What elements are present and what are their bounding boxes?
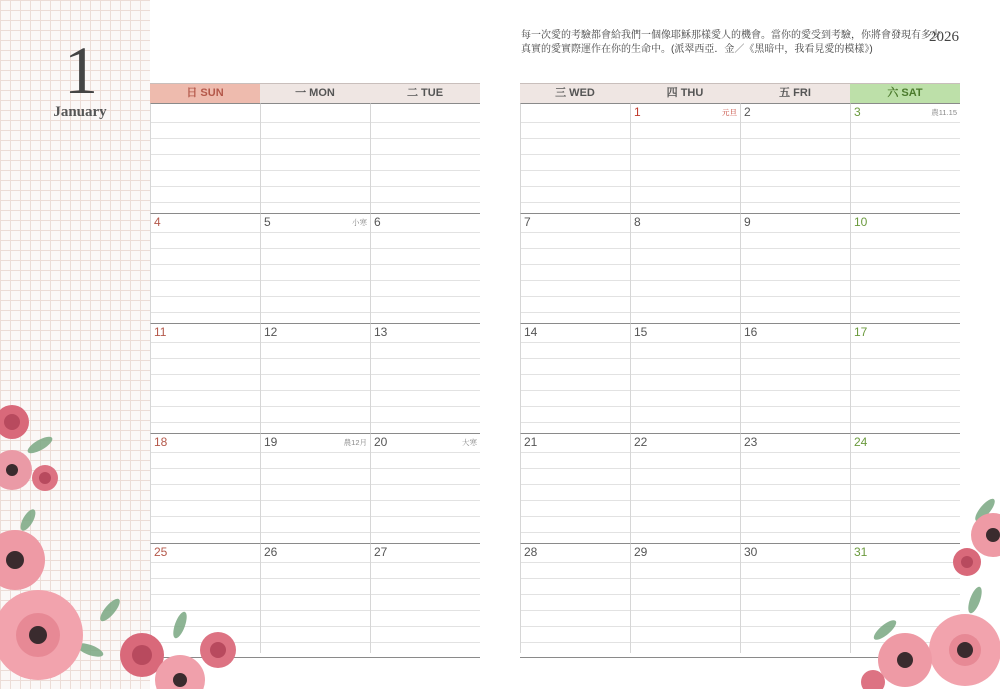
day-cell[interactable] — [740, 323, 850, 433]
day-number: 3 — [854, 105, 861, 119]
day-cell[interactable] — [740, 213, 850, 323]
day-number: 1 — [634, 105, 641, 119]
day-cell[interactable] — [630, 213, 740, 323]
day-number: 24 — [854, 435, 868, 449]
day-number: 13 — [374, 325, 388, 339]
quote — [521, 29, 941, 57]
day-number: 26 — [264, 545, 278, 559]
day-number: 20 — [374, 435, 388, 449]
day-note: 農11.15 — [931, 108, 957, 117]
month-number: 1 — [64, 32, 98, 108]
flower-decoration-left — [0, 400, 240, 689]
weekday-header: 六 SAT — [850, 83, 960, 103]
day-cell[interactable] — [150, 103, 260, 213]
day-cell[interactable] — [630, 103, 740, 213]
day-cell[interactable] — [370, 213, 480, 323]
day-number: 28 — [524, 545, 538, 559]
quote-line: 每一次愛的考驗都會給我們一個像耶穌那樣愛人的機會。當你的愛受到考驗，你將會發現有多少 — [521, 30, 941, 41]
day-note: 農12月 — [343, 438, 367, 447]
day-cell[interactable] — [370, 103, 480, 213]
day-cell[interactable] — [850, 213, 960, 323]
day-cell[interactable] — [520, 323, 630, 433]
day-number: 8 — [634, 215, 641, 229]
day-number: 14 — [524, 325, 538, 339]
month-name: January — [53, 104, 107, 120]
day-cell[interactable] — [150, 213, 260, 323]
day-cell[interactable] — [370, 433, 480, 543]
day-cell[interactable] — [850, 323, 960, 433]
day-number: 18 — [154, 435, 168, 449]
day-cell[interactable] — [630, 433, 740, 543]
day-cell[interactable] — [630, 323, 740, 433]
day-number: 6 — [374, 215, 381, 229]
day-cell[interactable] — [740, 543, 850, 653]
day-cell[interactable] — [740, 433, 850, 543]
weekday-header: 日 SUN — [150, 83, 260, 103]
day-number: 25 — [154, 545, 168, 559]
day-note: 小寒 — [352, 218, 367, 227]
day-number: 22 — [634, 435, 648, 449]
day-number: 23 — [744, 435, 758, 449]
day-cell[interactable] — [520, 433, 630, 543]
day-number: 17 — [854, 325, 868, 339]
day-number: 21 — [524, 435, 538, 449]
day-cell[interactable] — [370, 323, 480, 433]
day-cell[interactable] — [260, 103, 370, 213]
day-number: 9 — [744, 215, 751, 229]
flower-decoration-right — [855, 490, 1000, 689]
day-number: 27 — [374, 545, 388, 559]
day-number: 19 — [264, 435, 278, 449]
day-number: 15 — [634, 325, 648, 339]
year: 2026 — [929, 29, 959, 45]
day-cell[interactable] — [370, 543, 480, 653]
day-cell[interactable] — [740, 103, 850, 213]
day-number: 10 — [854, 215, 868, 229]
weekday-header: 三 WED — [520, 83, 630, 103]
day-number: 7 — [524, 215, 531, 229]
day-cell[interactable] — [260, 323, 370, 433]
day-number: 30 — [744, 545, 758, 559]
quote-line: 真實的愛實際運作在你的生命中。(派翠西亞．金／《黑暗中，我看見愛的模樣》) — [521, 44, 873, 55]
day-number: 2 — [744, 105, 751, 119]
weekday-header: 四 THU — [630, 83, 740, 103]
day-cell[interactable] — [520, 103, 630, 213]
day-number: 11 — [154, 325, 167, 339]
day-cell[interactable] — [520, 543, 630, 653]
day-note: 大寒 — [462, 438, 477, 447]
day-note: 元旦 — [722, 108, 737, 117]
weekday-header: 一 MON — [260, 83, 370, 103]
weekday-header: 五 FRI — [740, 83, 850, 103]
day-number: 16 — [744, 325, 758, 339]
day-cell[interactable] — [630, 543, 740, 653]
day-number: 12 — [264, 325, 278, 339]
day-cell[interactable] — [260, 213, 370, 323]
day-cell[interactable] — [850, 103, 960, 213]
day-number: 29 — [634, 545, 648, 559]
day-number: 31 — [854, 545, 868, 559]
day-cell[interactable] — [260, 543, 370, 653]
day-number: 4 — [154, 215, 161, 229]
day-cell[interactable] — [260, 433, 370, 543]
day-number: 5 — [264, 215, 271, 229]
day-cell[interactable] — [520, 213, 630, 323]
weekday-header: 二 TUE — [370, 83, 480, 103]
